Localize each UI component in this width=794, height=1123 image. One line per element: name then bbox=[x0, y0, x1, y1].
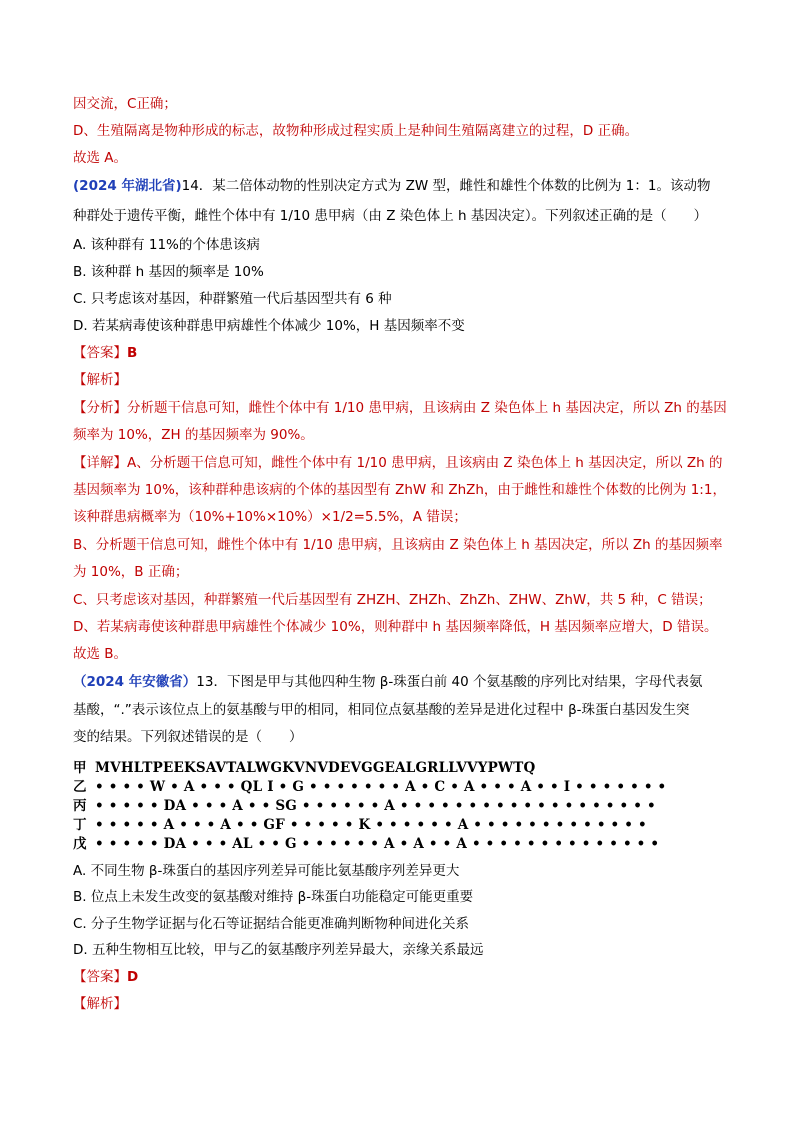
option-d: D. 若某病毒使该种群患甲病雄性个体减少 10%，H 基因频率不变 bbox=[73, 318, 465, 334]
question-14-line2: 种群处于遗传平衡，雌性个体中有 1/10 患甲病（由 Z 染色体上 h 基因决定）。下列叙述正确的是（ ） bbox=[73, 208, 708, 224]
question-14-line1 bbox=[73, 176, 723, 196]
option-d: D. 五种生物相互比较，甲与乙的氨基酸序列差异最大，亲缘关系最远 bbox=[73, 942, 484, 958]
species-name: 乙 bbox=[73, 779, 87, 795]
xiangjie-line5: 为 10%，B 正确； bbox=[73, 564, 189, 580]
option-b: B. 位点上未发生改变的氨基酸对维持 β-珠蛋白功能稳定可能更重要 bbox=[73, 889, 474, 905]
question-13-line1 bbox=[73, 672, 723, 692]
text-line bbox=[73, 94, 723, 114]
species-name: 戊 bbox=[73, 836, 87, 852]
xiangjie-line4: B、分析题干信息可知，雌性个体中有 1/10 患甲病，且该病由 Z 染色体上 h 基因决定，所以 Zh 的基因频率 bbox=[73, 537, 723, 553]
species-name: 甲 bbox=[73, 760, 87, 776]
fenxi-line1 bbox=[73, 398, 727, 418]
answer-line bbox=[73, 967, 723, 987]
xiangjie-line3: 该种群患病概率为（10%+10%×10%）×1/2=5.5%，A 错误； bbox=[73, 509, 467, 525]
analysis-label: 【解析】 bbox=[73, 372, 127, 388]
answer-label: 【答案】 bbox=[73, 345, 127, 361]
sequence-row bbox=[73, 777, 666, 797]
text: A、分析题干信息可知，雌性个体中有 1/10 患甲病，且该病由 Z 染色体上 h 基因决定，所以 Zh 的 bbox=[127, 455, 723, 471]
text-line: 故选 A。 bbox=[73, 150, 128, 166]
xiangjie-line8: 故选 B。 bbox=[73, 646, 128, 662]
text: 分析题干信息可知，雌性个体中有 1/10 患甲病，且该病由 Z 染色体上 h 基因决定，所以 Zh 的基因 bbox=[127, 400, 727, 416]
question-source-tag: （2024 年安徽省） bbox=[73, 674, 197, 690]
sequence-row bbox=[73, 815, 647, 835]
xiangjie-line7: D、若某病毒使该种群患甲病雄性个体减少 10%，则种群中 h 基因频率降低，H 基因频率应增大，D 错误。 bbox=[73, 619, 718, 635]
sequence: MVHLTPEEKSAVTALWGKVNVDEVGGEALGRLLVVYPWTQ bbox=[95, 760, 536, 776]
question-text: 13．下图是甲与其他四种生物 β-珠蛋白前 40 个氨基酸的序列比对结果，字母代表氨 bbox=[196, 674, 703, 690]
sequence: • • • • • DA • • • A • • SG • • • • • • A • • • • • • • • • • • • • • • • • • • bbox=[95, 798, 656, 814]
question-13-line3: 变的结果。下列叙述错误的是（ ） bbox=[73, 729, 303, 745]
xiangjie-line1 bbox=[73, 453, 723, 473]
answer-label: 【答案】 bbox=[73, 969, 127, 985]
sequence: • • • • • DA • • • AL • • G • • • • • • A • A • • A • • • • • • • • • • • • • • bbox=[95, 836, 660, 852]
option-b: B. 该种群 h 基因的频率是 10% bbox=[73, 264, 264, 280]
sequence-row bbox=[73, 758, 535, 778]
fenxi-tag: 【分析】 bbox=[73, 400, 127, 416]
question-13-line2: 基酸，“.”表示该位点上的氨基酸与甲的相同，相同位点氨基酸的差异是进化过程中 β-珠蛋白基因发生突 bbox=[73, 702, 690, 718]
text: 正确； bbox=[136, 96, 177, 112]
answer-value: D bbox=[127, 969, 139, 985]
answer-value: B bbox=[127, 345, 138, 361]
option-c: C. 分子生物学证据与化石等证据结合能更准确判断物种间进化关系 bbox=[73, 916, 470, 932]
sequence: • • • • W • A • • • QL I • G • • • • • • • A • C • A • • • A • • I • • • • • • • bbox=[95, 779, 667, 795]
xiangjie-line2: 基因频率为 10%，该种群种患该病的个体的基因型有 ZhW 和 ZhZh，由于雌性和雄性个体数的比例为 1:1， bbox=[73, 482, 726, 498]
answer-line bbox=[73, 343, 723, 363]
analysis-label: 【解析】 bbox=[73, 996, 127, 1012]
sequence-row bbox=[73, 834, 659, 854]
text: C bbox=[127, 96, 137, 112]
species-name: 丁 bbox=[73, 817, 87, 833]
fenxi-line2: 频率为 10%，ZH 的基因频率为 90%。 bbox=[73, 427, 314, 443]
text: 因交流， bbox=[73, 96, 127, 112]
option-a: A. 该种群有 11%的个体患该病 bbox=[73, 237, 260, 253]
question-source-tag: (2024 年湖北省) bbox=[73, 178, 182, 194]
question-text: 14．某二倍体动物的性别决定方式为 ZW 型，雌性和雄性个体数的比例为 1：1。该动物 bbox=[181, 178, 711, 194]
xiangjie-tag: 【详解】 bbox=[73, 455, 127, 471]
xiangjie-line6: C、只考虑该对基因，种群繁殖一代后基因型有 ZHZH、ZHZh、ZhZh、ZHW、ZhW，共 5 种，C 错误； bbox=[73, 592, 712, 608]
species-name: 丙 bbox=[73, 798, 87, 814]
option-c: C. 只考虑该对基因，种群繁殖一代后基因型共有 6 种 bbox=[73, 291, 392, 307]
option-a: A. 不同生物 β-珠蛋白的基因序列差异可能比氨基酸序列差异更大 bbox=[73, 863, 460, 879]
text-line: D、生殖隔离是物种形成的标志，故物种形成过程实质上是种间生殖隔离建立的过程，D 正确。 bbox=[73, 123, 639, 139]
sequence: • • • • • A • • • A • • GF • • • • • K • • • • • • A • • • • • • • • • • • • • bbox=[95, 817, 647, 833]
sequence-row bbox=[73, 796, 656, 816]
